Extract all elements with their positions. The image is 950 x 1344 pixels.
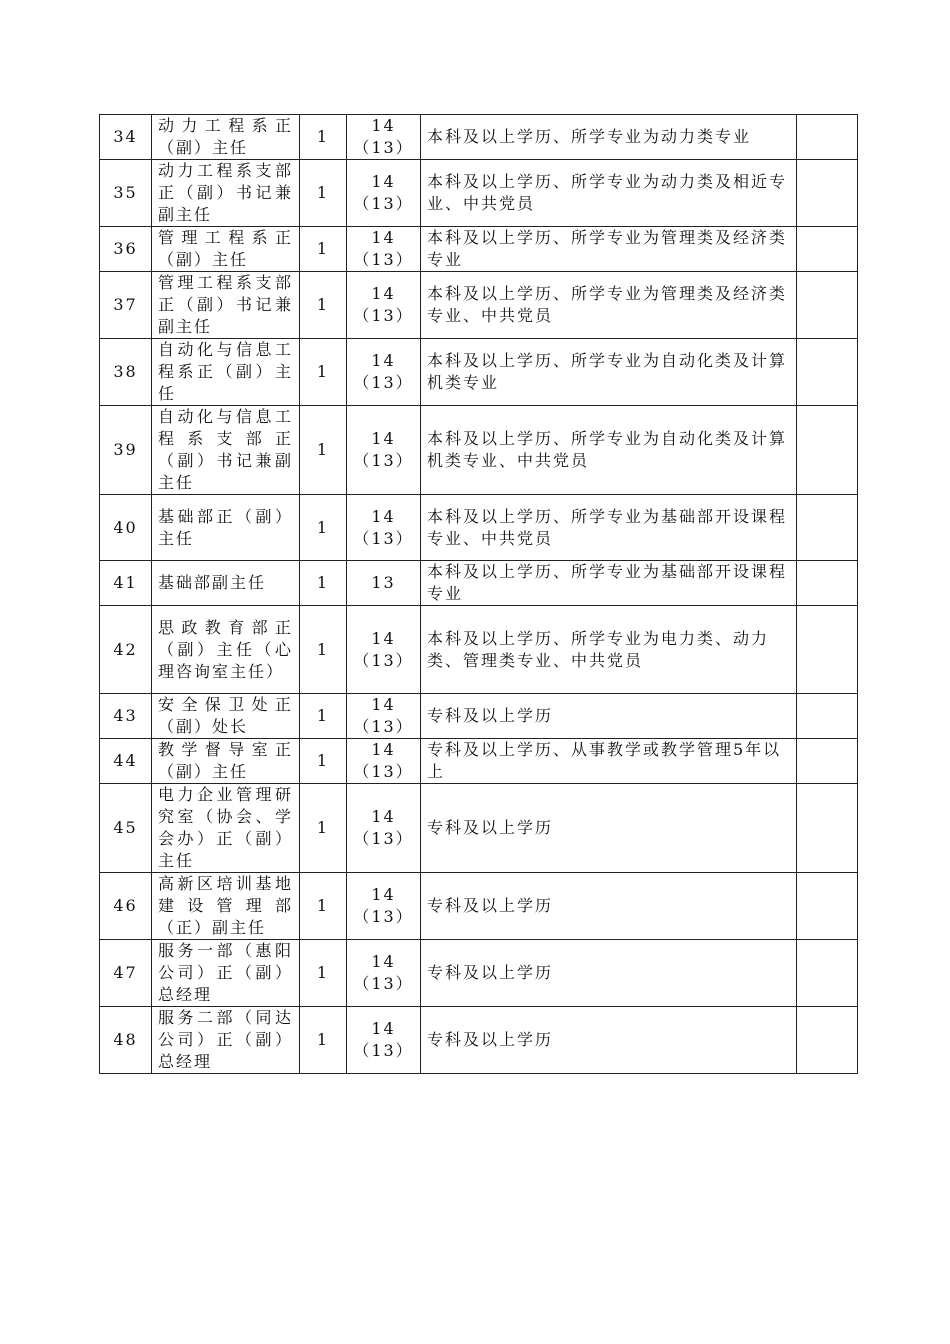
remarks-cell (797, 739, 858, 784)
grade-level-cell: 14（13） (347, 495, 421, 561)
remarks-cell (797, 339, 858, 406)
remarks-cell (797, 272, 858, 339)
position-name-cell: 动力工程系支部正（副）书记兼副主任 (152, 160, 300, 227)
requirements-cell: 专科及以上学历 (421, 873, 797, 940)
headcount-cell: 1 (300, 227, 347, 272)
remarks-cell (797, 940, 858, 1007)
requirements-cell: 专科及以上学历 (421, 784, 797, 873)
table-row (100, 784, 858, 873)
table-row (100, 339, 858, 406)
headcount-cell: 1 (300, 160, 347, 227)
remarks-cell (797, 561, 858, 606)
remarks-cell (797, 873, 858, 940)
grade-level-cell: 14（13） (347, 784, 421, 873)
row-number-cell: 44 (100, 739, 152, 784)
remarks-cell (797, 160, 858, 227)
position-name-cell: 自动化与信息工程系正（副）主任 (152, 339, 300, 406)
requirements-cell: 本科及以上学历、所学专业为管理类及经济类专业、中共党员 (421, 272, 797, 339)
remarks-cell (797, 495, 858, 561)
requirements-cell: 本科及以上学历、所学专业为动力类专业 (421, 115, 797, 160)
requirements-cell: 本科及以上学历、所学专业为基础部开设课程专业、中共党员 (421, 495, 797, 561)
grade-level-cell: 13 (347, 561, 421, 606)
position-name-cell: 动力工程系正（副）主任 (152, 115, 300, 160)
headcount-cell: 1 (300, 606, 347, 694)
row-number-cell: 35 (100, 160, 152, 227)
table-row (100, 739, 858, 784)
position-name-cell: 教学督导室正（副）主任 (152, 739, 300, 784)
grade-level-cell: 14（13） (347, 227, 421, 272)
table-row (100, 227, 858, 272)
position-name-cell: 思政教育部正（副）主任（心理咨询室主任） (152, 606, 300, 694)
remarks-cell (797, 784, 858, 873)
grade-level-cell: 14（13） (347, 1007, 421, 1074)
row-number-cell: 38 (100, 339, 152, 406)
table-row (100, 1007, 858, 1074)
table-row (100, 406, 858, 495)
remarks-cell (797, 406, 858, 495)
remarks-cell (797, 1007, 858, 1074)
grade-level-cell: 14（13） (347, 406, 421, 495)
headcount-cell: 1 (300, 940, 347, 1007)
grade-level-cell: 14（13） (347, 940, 421, 1007)
headcount-cell: 1 (300, 739, 347, 784)
position-name-cell: 安全保卫处正（副）处长 (152, 694, 300, 739)
row-number-cell: 45 (100, 784, 152, 873)
requirements-cell: 本科及以上学历、所学专业为动力类及相近专业、中共党员 (421, 160, 797, 227)
requirements-cell: 本科及以上学历、所学专业为管理类及经济类专业 (421, 227, 797, 272)
requirements-cell: 专科及以上学历 (421, 940, 797, 1007)
headcount-cell: 1 (300, 339, 347, 406)
headcount-cell: 1 (300, 561, 347, 606)
headcount-cell: 1 (300, 272, 347, 339)
requirements-cell: 本科及以上学历、所学专业为电力类、动力类、管理类专业、中共党员 (421, 606, 797, 694)
table-row (100, 606, 858, 694)
requirements-cell: 专科及以上学历 (421, 694, 797, 739)
row-number-cell: 37 (100, 272, 152, 339)
table-row (100, 694, 858, 739)
table-row (100, 495, 858, 561)
grade-level-cell: 14（13） (347, 606, 421, 694)
position-name-cell: 服务二部（同达公司）正（副）总经理 (152, 1007, 300, 1074)
row-number-cell: 39 (100, 406, 152, 495)
headcount-cell: 1 (300, 495, 347, 561)
grade-level-cell: 14（13） (347, 339, 421, 406)
requirements-cell: 本科及以上学历、所学专业为基础部开设课程专业 (421, 561, 797, 606)
remarks-cell (797, 115, 858, 160)
table-row (100, 561, 858, 606)
position-name-cell: 管理工程系正（副）主任 (152, 227, 300, 272)
remarks-cell (797, 227, 858, 272)
position-name-cell: 基础部副主任 (152, 561, 300, 606)
row-number-cell: 42 (100, 606, 152, 694)
remarks-cell (797, 694, 858, 739)
requirements-cell: 本科及以上学历、所学专业为自动化类及计算机类专业、中共党员 (421, 406, 797, 495)
requirements-cell: 本科及以上学历、所学专业为自动化类及计算机类专业 (421, 339, 797, 406)
positions-table-body (100, 115, 858, 1074)
grade-level-cell: 14（13） (347, 694, 421, 739)
grade-level-cell: 14（13） (347, 160, 421, 227)
row-number-cell: 34 (100, 115, 152, 160)
table-row (100, 160, 858, 227)
remarks-cell (797, 606, 858, 694)
row-number-cell: 36 (100, 227, 152, 272)
table-row (100, 272, 858, 339)
grade-level-cell: 14（13） (347, 873, 421, 940)
row-number-cell: 40 (100, 495, 152, 561)
headcount-cell: 1 (300, 1007, 347, 1074)
position-name-cell: 基础部正（副）主任 (152, 495, 300, 561)
row-number-cell: 46 (100, 873, 152, 940)
table-row (100, 115, 858, 160)
grade-level-cell: 14（13） (347, 115, 421, 160)
requirements-cell: 专科及以上学历、从事教学或教学管理5年以上 (421, 739, 797, 784)
headcount-cell: 1 (300, 694, 347, 739)
requirements-cell: 专科及以上学历 (421, 1007, 797, 1074)
position-name-cell: 电力企业管理研究室（协会、学会办）正（副）主任 (152, 784, 300, 873)
row-number-cell: 43 (100, 694, 152, 739)
position-name-cell: 自动化与信息工程系支部正（副）书记兼副主任 (152, 406, 300, 495)
grade-level-cell: 14（13） (347, 739, 421, 784)
row-number-cell: 47 (100, 940, 152, 1007)
headcount-cell: 1 (300, 873, 347, 940)
row-number-cell: 41 (100, 561, 152, 606)
position-name-cell: 管理工程系支部正（副）书记兼副主任 (152, 272, 300, 339)
headcount-cell: 1 (300, 115, 347, 160)
grade-level-cell: 14（13） (347, 272, 421, 339)
table-row (100, 940, 858, 1007)
positions-table (99, 114, 858, 1074)
position-name-cell: 高新区培训基地建设管理部（正）副主任 (152, 873, 300, 940)
row-number-cell: 48 (100, 1007, 152, 1074)
headcount-cell: 1 (300, 406, 347, 495)
headcount-cell: 1 (300, 784, 347, 873)
position-name-cell: 服务一部（惠阳公司）正（副）总经理 (152, 940, 300, 1007)
table-row (100, 873, 858, 940)
